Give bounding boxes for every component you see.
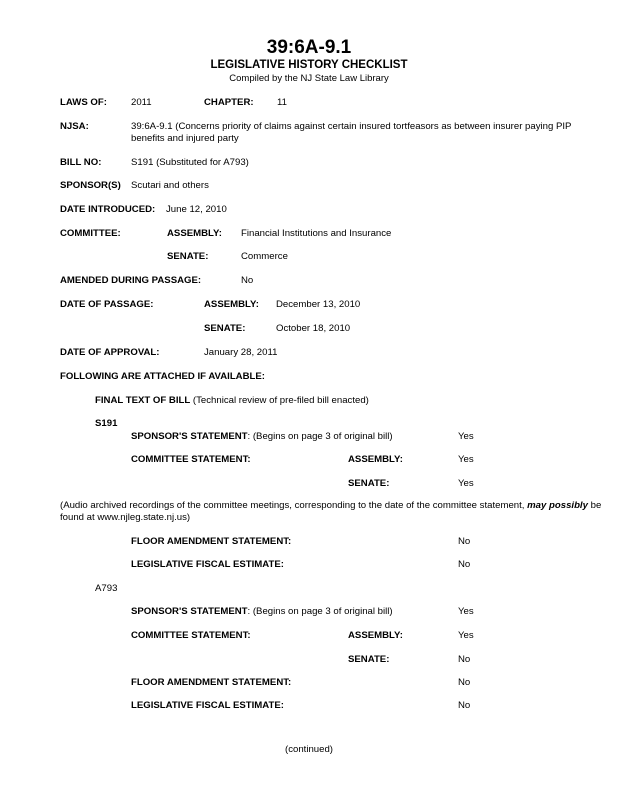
passage-assembly-value: December 13, 2010 (276, 299, 361, 310)
s191-sponsor-value: Yes (458, 431, 474, 442)
amended-label: AMENDED DURING PASSAGE: (60, 275, 202, 286)
sponsor-value: Scutari and others (131, 180, 209, 191)
bill-no-label: BILL NO: (60, 157, 102, 168)
audio-note-part1: (Audio archived recordings of the committee meetings, corresponding to the date of the committee statement, (60, 500, 528, 511)
s191-assembly-value: Yes (458, 454, 474, 465)
passage-senate-label: SENATE: (204, 323, 246, 334)
attached-heading: FOLLOWING ARE ATTACHED IF AVAILABLE: (60, 371, 265, 382)
passage-assembly-label: ASSEMBLY: (204, 299, 259, 310)
s191-senate-label: SENATE: (348, 478, 390, 489)
s191-sponsor-label: SPONSOR'S STATEMENT (131, 431, 248, 442)
date-of-approval-label: DATE OF APPROVAL: (60, 347, 160, 358)
date-introduced-label: DATE INTRODUCED: (60, 204, 156, 215)
njsa-value: 39:6A-9.1 (Concerns priority of claims against certain insured tortfeasors as between insurer paying PIP benefits and injured party (131, 121, 572, 144)
s191-sponsor-line (131, 431, 393, 443)
a793-floor-value: No (458, 677, 471, 688)
amended-value: No (241, 275, 254, 286)
s191-fiscal-label: LEGISLATIVE FISCAL ESTIMATE: (131, 559, 284, 570)
continued-footer: (continued) (285, 744, 333, 755)
s191-fiscal-value: No (458, 559, 471, 570)
committee-senate-label: SENATE: (167, 251, 209, 262)
s191-committee-label: COMMITTEE STATEMENT: (131, 454, 251, 465)
page-subtitle: Compiled by the NJ State Law Library (229, 73, 389, 84)
sponsor-label: SPONSOR(S) (60, 180, 121, 191)
page-citation: 39:6A-9.1 (266, 37, 352, 58)
a793-fiscal-value: No (458, 700, 471, 711)
audio-note-part2: be found at www.njleg.state.nj.us) (60, 500, 602, 523)
passage-senate-value: October 18, 2010 (276, 323, 351, 334)
s191-floor-value: No (458, 536, 471, 547)
chapter-value: 11 (277, 97, 287, 108)
committee-assembly-label: ASSEMBLY: (167, 228, 222, 239)
laws-of-label: LAWS OF: (60, 97, 107, 108)
a793-sponsor-line (131, 606, 393, 618)
a793-assembly-value: Yes (458, 630, 474, 641)
audio-note (60, 500, 605, 524)
date-of-passage-label: DATE OF PASSAGE: (60, 299, 154, 310)
chapter-label: CHAPTER: (204, 97, 254, 108)
audio-note-emphasis: may possibly (527, 500, 588, 511)
a793-senate-label: SENATE: (348, 654, 390, 665)
committee-label: COMMITTEE: (60, 228, 121, 239)
a793-committee-label: COMMITTEE STATEMENT: (131, 630, 251, 641)
final-text-line (95, 395, 369, 407)
s191-floor-label: FLOOR AMENDMENT STATEMENT: (131, 536, 292, 547)
bill-no-value: S191 (Substituted for A793) (131, 157, 249, 168)
date-of-approval-value: January 28, 2011 (204, 347, 278, 358)
page-title: LEGISLATIVE HISTORY CHECKLIST (210, 59, 408, 71)
s191-senate-value: Yes (458, 478, 474, 489)
final-text-label: FINAL TEXT OF BILL (95, 395, 191, 406)
a793-sponsor-label: SPONSOR'S STATEMENT (131, 606, 248, 617)
laws-of-value: 2011 (131, 97, 152, 108)
s191-bill-label: S191 (95, 418, 118, 429)
a793-bill-label: A793 (95, 583, 118, 594)
a793-assembly-label: ASSEMBLY: (348, 630, 403, 641)
a793-senate-value: No (458, 654, 471, 665)
a793-sponsor-value: Yes (458, 606, 474, 617)
committee-senate-value: Commerce (241, 251, 288, 262)
a793-floor-label: FLOOR AMENDMENT STATEMENT: (131, 677, 292, 688)
final-text-note: (Technical review of pre-filed bill enacted) (190, 395, 369, 406)
njsa-label: NJSA: (60, 121, 89, 132)
a793-sponsor-note: : (Begins on page 3 of original bill) (247, 606, 393, 617)
date-introduced-value: June 12, 2010 (166, 204, 227, 215)
committee-assembly-value: Financial Institutions and Insurance (241, 228, 392, 239)
a793-fiscal-label: LEGISLATIVE FISCAL ESTIMATE: (131, 700, 284, 711)
s191-sponsor-note: : (Begins on page 3 of original bill) (247, 431, 393, 442)
s191-assembly-label: ASSEMBLY: (348, 454, 403, 465)
